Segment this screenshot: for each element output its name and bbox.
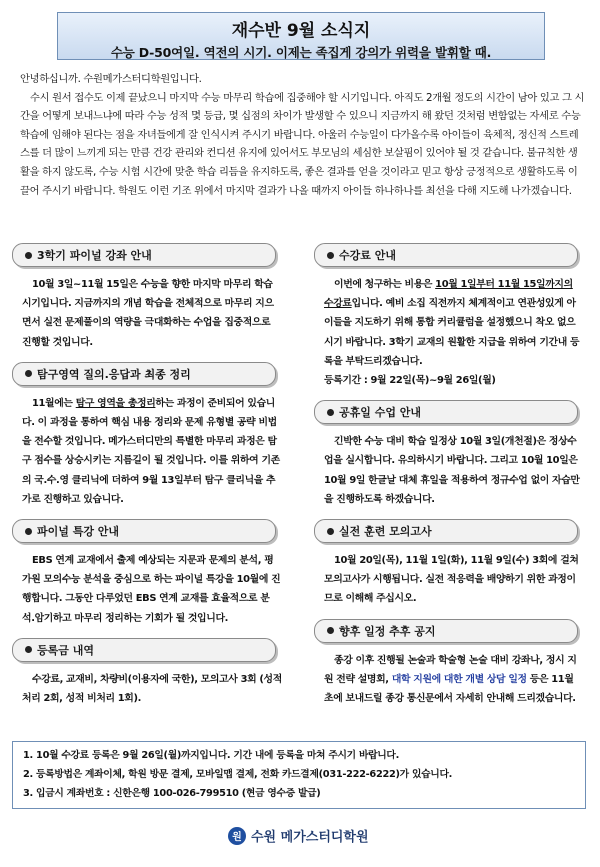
section-title: 수강료 안내	[339, 249, 396, 262]
greeting: 안녕하십니까. 수원메가스터디학원입니다.	[20, 73, 202, 85]
body-highlight: 대학 지원에 대한 개별 상담 일정	[391, 673, 527, 685]
section-heading	[12, 519, 276, 543]
newsletter-subtitle: 수능 D-50여일. 역전의 시기. 이제는 족집게 강의가 위력을 발휘할 때.	[110, 45, 492, 60]
notice-box	[12, 741, 586, 809]
section-final-special	[10, 519, 286, 628]
section-tuition-details	[10, 638, 286, 708]
section-body: 수강료, 교재비, 차량비(이용자에 국한), 모의고사 3회 (성적 처리 2회, 성적 비처리 1회).	[22, 673, 282, 705]
section-body	[10, 394, 286, 509]
bullet-icon	[327, 409, 334, 416]
section-title: 등록금 내역	[37, 643, 94, 657]
section-heading	[314, 619, 578, 643]
section-heading	[12, 638, 276, 662]
section-holiday-class	[312, 400, 588, 509]
section-title: 공휴일 수업 안내	[339, 406, 422, 420]
body-text: 11월에는	[32, 397, 76, 409]
bullet-icon	[25, 646, 32, 653]
registration-period: 등록기간 : 9월 22일(목)~9월 26일(월)	[324, 375, 496, 387]
section-heading	[12, 243, 276, 267]
notice-item: 2. 등록방법은 계좌이체, 학원 방문 결제, 모바일맵 결제, 전화 카드결제(031-222-6222)가 있습니다.	[23, 769, 453, 780]
section-body: EBS 연계 교재에서 출제 예상되는 지문과 문제의 분석, 평가원 모의수능 분석을 중심으로 하는 파이널 특강을 10월에 진행합니다. 그동안 다루었던 EBS 연계 교재를 효율적으로 분석.암기하고 마무리 정리하는 기회가 될 것입니다.	[22, 555, 281, 624]
intro-text	[20, 70, 585, 200]
body-text: 하는 과정이 준비되어 있습니다. 이 과정을 통하여 핵심 내용 정리와 문제 유형별 공략 비법을 전수할 것입니다. 메가스터디만의 특별한 마무리 과정은 탐구 점수를 상승시키는 지름길이 될 것입니다. 이를 위하여 기존의 국.수.영 클리닉에 더하여 9월 13일부터 탐구 클리닉을 추가로 진행하고 있습니다.	[22, 397, 280, 505]
bullet-icon	[25, 528, 32, 535]
section-heading	[314, 400, 578, 424]
body-text: 입니다. 예비 소집 직전까지 체계적이고 연관성있게 아이들을 지도하기 위해 통합 커리큘럼을 설정했으니 착오 없으시기 바랍니다. 3학기 교재의 원활한 지급을 위하여 기간내 등록을 부탁드리겠습니다.	[324, 298, 580, 367]
section-title: 파이널 특강 안내	[37, 525, 120, 539]
bullet-icon	[327, 252, 334, 259]
bullet-icon	[25, 370, 32, 377]
section-title: 실전 훈련 모의고사	[339, 525, 432, 539]
left-column	[10, 243, 286, 718]
section-heading	[314, 243, 578, 267]
notice-item: 1. 10월 수강료 등록은 9월 26일(월)까지입니다. 기간 내에 등록을 마쳐 주시기 바랍니다.	[23, 750, 400, 761]
section-body	[312, 275, 588, 371]
body-underlined: 탐구 영역을 총정리	[75, 397, 156, 409]
bullet-icon	[327, 528, 334, 535]
section-body: 10월 20일(목), 11월 1일(화), 11월 9일(수) 3회에 걸쳐 모의고사가 시행됩니다. 실전 적응력을 배양하기 위한 과정이므로 이해해 주십시오.	[324, 555, 579, 605]
academy-logo-icon	[228, 827, 246, 845]
academy-name: 수원 메가스터디학원	[251, 830, 369, 845]
newsletter-title: 재수반 9월 소식지	[231, 21, 371, 41]
section-mock-exam	[312, 519, 588, 609]
bullet-icon	[327, 627, 334, 634]
section-heading	[12, 362, 276, 386]
intro-paragraph: 수시 원서 접수도 이제 끝났으니 마지막 수능 마무리 학습에 집중해야 할 시기입니다. 아직도 2개월 정도의 시간이 남아 있고 그 시간을 어떻게 보내느냐에 따라 수능 성적 몇 등급, 몇 십점의 차이가 발생할 수 있으니 지금까지 해 왔던 것처럼 변함없는 자세로 수능 학습에 임해야 된다는 점을 자녀들에게 잘 인식시켜 주시기 바랍니다. 아울러 수능일이 다가올수록 아이들이 육체적, 정신적 스트레스를 더 많이 느끼게 되는 만큼 건강 관리와 컨디션 유지에 있어서도 부모님의 세심한 보살핌이 있어야 될 것 같습니다. 불규칙한 생활을 하지 않도록, 수능 시험 시간에 맞춘 학습 리듬을 유지하도록, 좋은 결과를 얻을 것이라고 믿고 항상 긍정적으로 생활하도록 이끌어 주시기 바랍니다. 학원도 이런 기조 위에서 마지막 결과가 나올 때까지 아이들 하나하나를 최선을 다해 지도해 나가겠습니다.	[20, 91, 585, 197]
body-underlined: 10월 1일부터 11월 15일까지의 수강료	[324, 279, 573, 310]
body-text: 등은 11월 초에 보내드릴 종강 통신문에서 자세히 안내해 드리겠습니다.	[324, 673, 576, 705]
section-heading	[314, 519, 578, 543]
body-text: 이번에 청구하는 비용은	[334, 279, 436, 290]
section-title: 향후 일정 추후 공지	[339, 624, 436, 638]
section-fee-info	[312, 243, 588, 390]
body-text: 종강 이후 진행될 논술과 학술형 논술 대비 강좌나, 정시 지원 전략 설명회,	[324, 654, 577, 685]
footer	[228, 826, 369, 845]
section-inquiry-review	[10, 362, 286, 509]
bullet-icon	[25, 252, 32, 259]
section-body: 긴박한 수능 대비 학습 일정상 10월 3일(개천절)은 정상수업을 실시합니다. 유의하시기 바랍니다. 그리고 10월 10일은 10월 9일 한글날 대체 휴일을 적용하여 정규수업 없이 자습만을 진행하도록 하겠습니다.	[324, 436, 580, 505]
logo-letter: 원	[232, 832, 242, 843]
section-body	[312, 651, 588, 709]
section-title: 3학기 파이널 강좌 안내	[37, 249, 152, 262]
newsletter-header	[57, 12, 545, 60]
section-final-course	[10, 243, 286, 352]
right-column	[312, 243, 588, 718]
notice-item: 3. 입금시 계좌번호 : 신한은행 100-026-799510 (현금 영수증 발급)	[23, 788, 321, 799]
section-future-schedule	[312, 619, 588, 709]
section-title: 탐구영역 질의.응답과 최종 정리	[37, 367, 191, 381]
section-body: 10월 3일~11월 15일은 수능을 향한 마지막 마무리 학습 시기입니다. 지금까지의 개념 학습을 전체적으로 마무리 지으면서 실전 문제풀이의 역량을 극대화하는 수업을 집중적으로 진행할 것입니다.	[22, 279, 274, 348]
